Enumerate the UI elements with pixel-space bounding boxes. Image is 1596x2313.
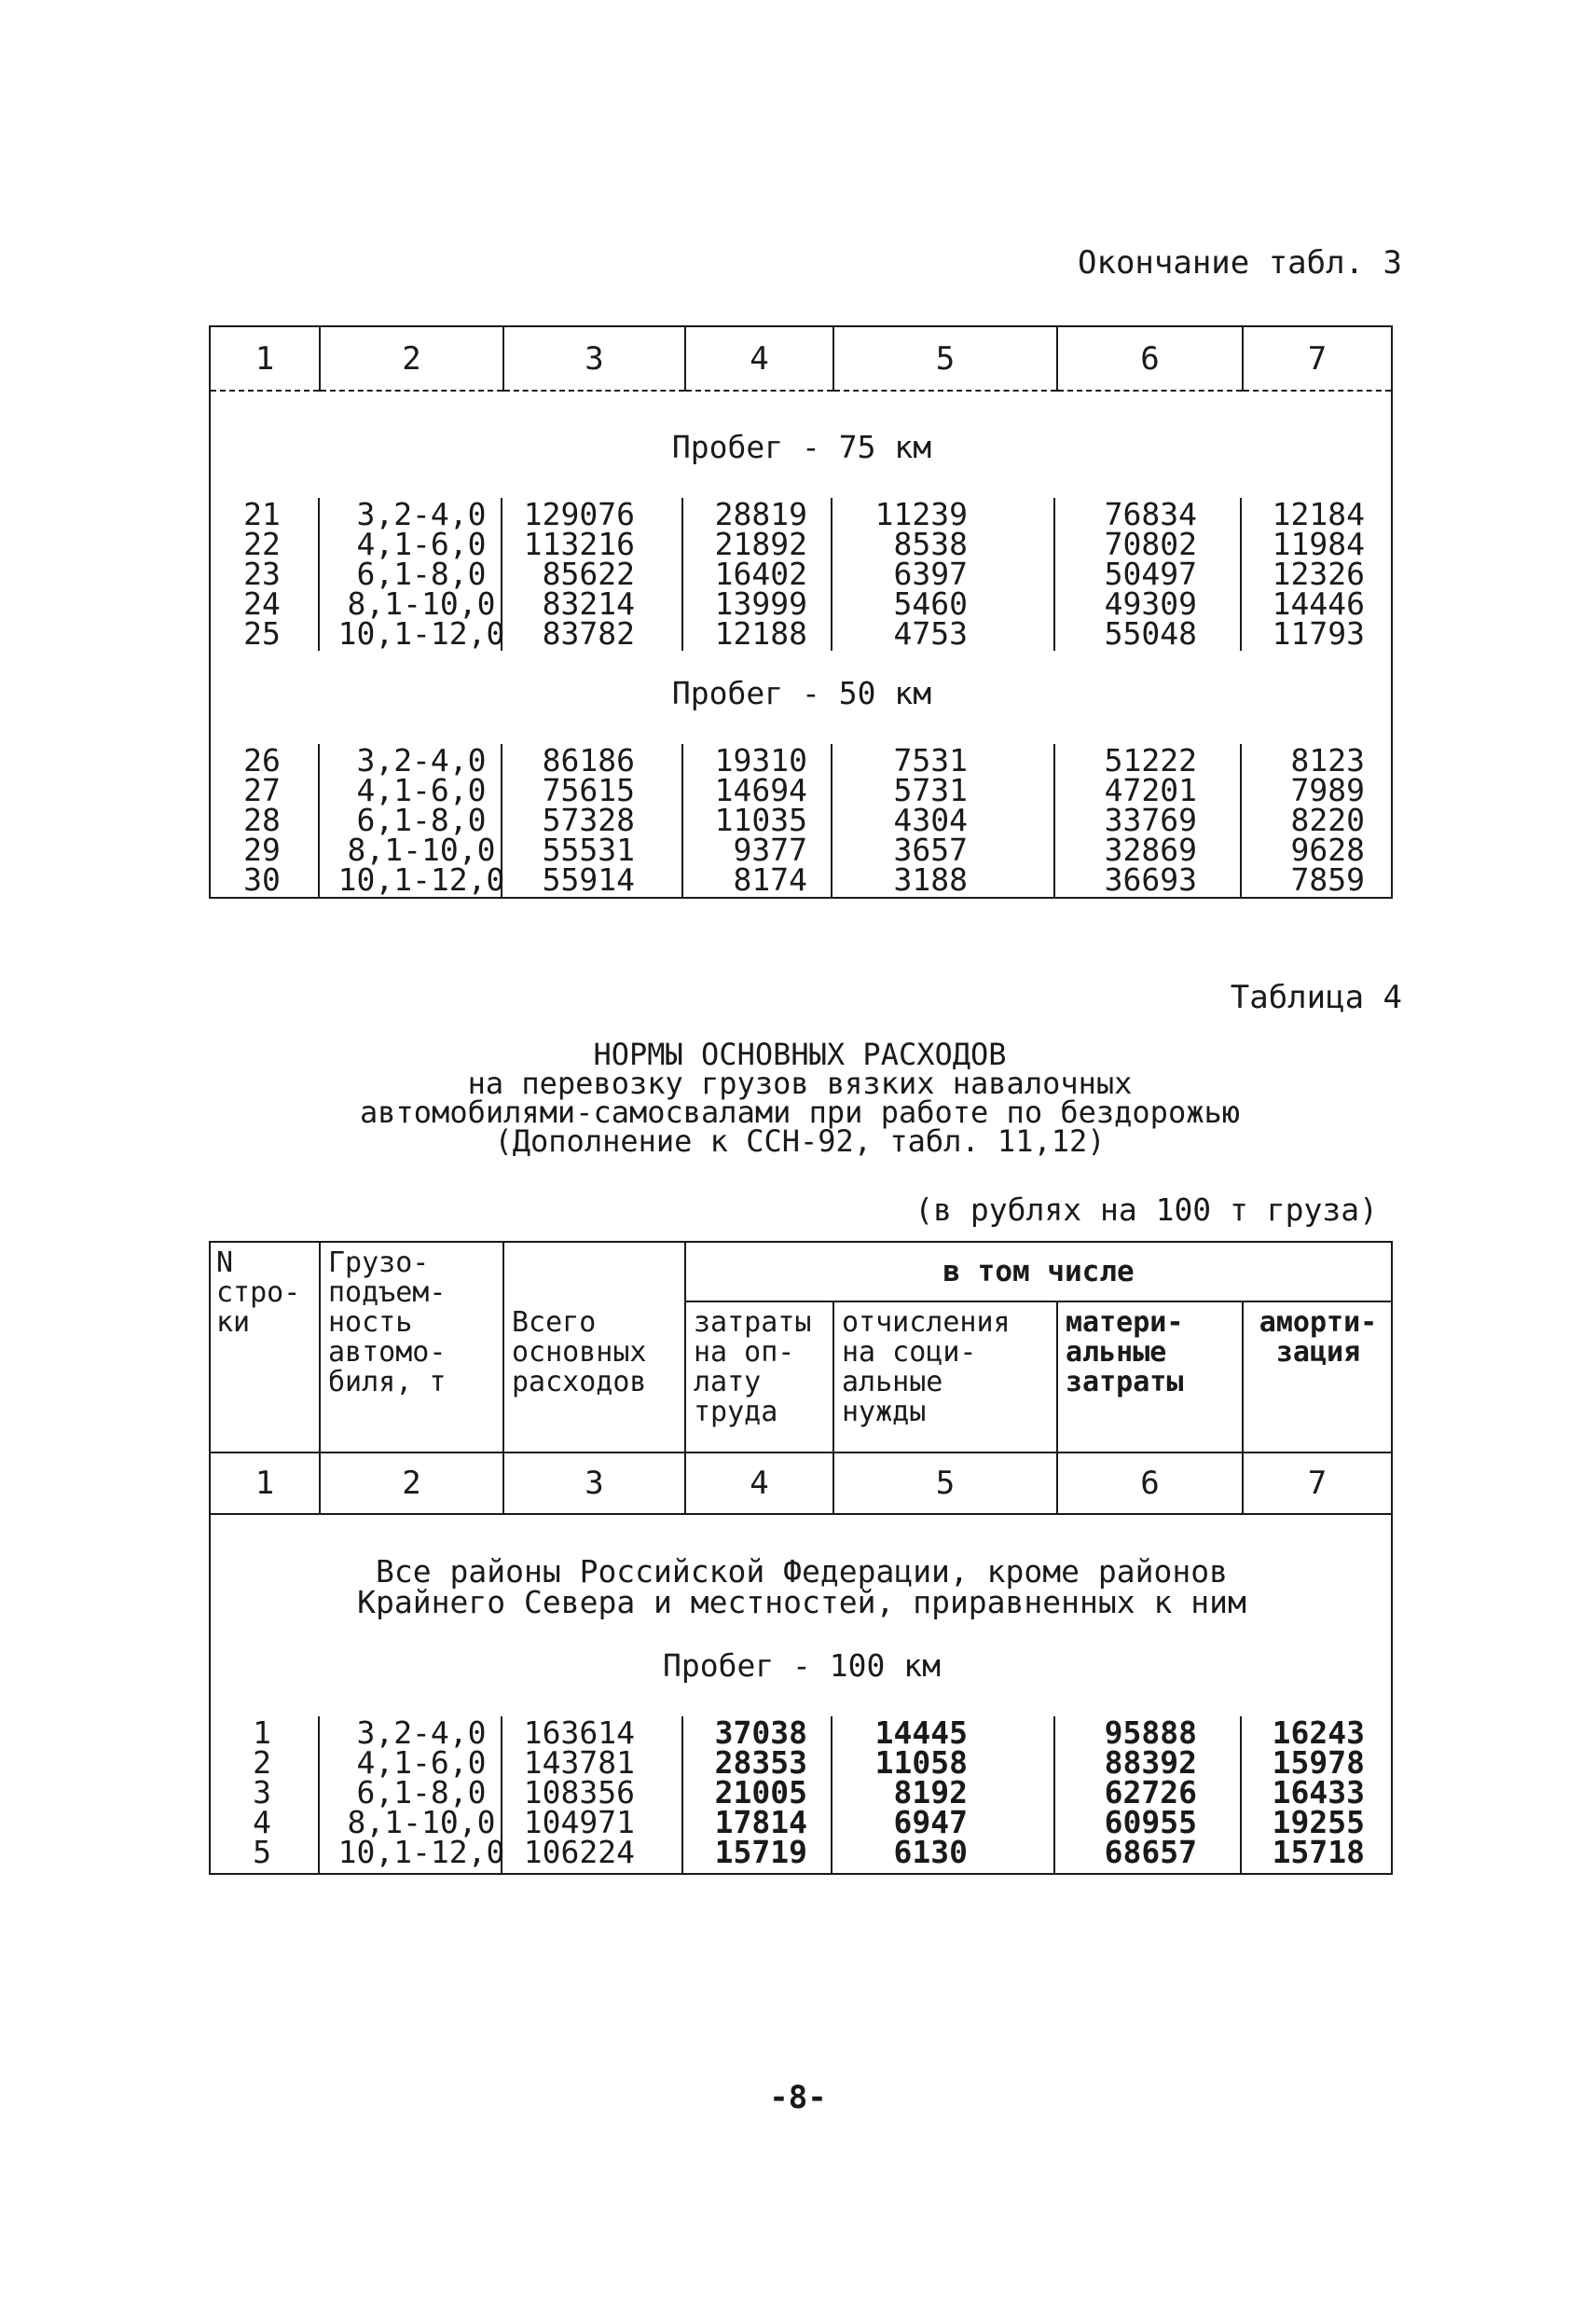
material-cell: 88392 — [1104, 1744, 1197, 1781]
capacity-cell: 4,1-6,0 — [356, 1744, 487, 1781]
capacity-cell: 3,2-4,0 — [356, 496, 487, 532]
total-cell: 86186 — [542, 742, 635, 778]
row-number: 3 — [253, 1774, 271, 1810]
col-number: 2 — [320, 1453, 503, 1514]
capacity-cell: 10,1-12,0 — [337, 861, 505, 898]
header-row-number — [210, 1242, 320, 1453]
depreciation-cell: 14446 — [1272, 585, 1365, 622]
capacity-cell: 8,1-10,0 — [347, 585, 496, 622]
header-line: расходов — [512, 1366, 647, 1398]
header-line: отчисления — [842, 1306, 1011, 1339]
table-4-title — [209, 1037, 1391, 1159]
section-title: Пробег - 100 км — [662, 1647, 941, 1684]
section-title: Пробег - 50 км — [671, 675, 932, 711]
row-number: 2 — [253, 1744, 271, 1781]
labor-cell: 21005 — [714, 1774, 807, 1810]
material-cell: 68657 — [1104, 1834, 1197, 1870]
total-cell: 129076 — [523, 496, 635, 532]
header-line: автомо- — [328, 1336, 447, 1369]
material-cell: 55048 — [1104, 615, 1197, 652]
header-line: матери- — [1066, 1306, 1184, 1339]
social-cell: 7531 — [893, 742, 968, 778]
total-cell: 83214 — [542, 585, 635, 622]
total-cell: 83782 — [542, 615, 635, 652]
col-number: 1 — [210, 326, 320, 391]
header-depreciation — [1243, 1301, 1392, 1453]
depreciation-cell: 7989 — [1290, 772, 1365, 808]
header-line: подъем- — [328, 1276, 447, 1309]
table-row — [211, 615, 1393, 652]
labor-cell: 37038 — [714, 1714, 807, 1751]
header-line: биля, т — [328, 1366, 447, 1398]
region-title — [211, 1553, 1393, 1620]
table-4-column-numbers — [210, 1453, 1392, 1514]
row-number: 27 — [243, 772, 281, 808]
header-line: зация — [1275, 1336, 1361, 1369]
header-line: ки — [216, 1306, 251, 1339]
total-cell: 163614 — [523, 1714, 635, 1751]
region-line: Крайнего Севера и местностей, приравненных к ним — [357, 1584, 1246, 1620]
social-cell: 14445 — [874, 1714, 968, 1751]
capacity-cell: 3,2-4,0 — [356, 742, 487, 778]
capacity-cell: 8,1-10,0 — [347, 832, 496, 868]
social-cell: 3657 — [893, 832, 968, 868]
material-cell: 32869 — [1104, 832, 1197, 868]
total-cell: 108356 — [523, 1774, 635, 1810]
continuation-label: Окончание табл. 3 — [1078, 244, 1402, 282]
units-note: (в рублях на 100 т груза) — [915, 1191, 1378, 1228]
labor-cell: 16402 — [714, 556, 807, 592]
title-line: (Дополнение к ССН-92, табл. 11,12) — [494, 1123, 1106, 1159]
col-number: 3 — [503, 326, 685, 391]
col-number: 3 — [503, 1453, 685, 1514]
title-line: автомобилями-самосвалами при работе по бездорожью — [359, 1095, 1240, 1130]
total-cell: 143781 — [523, 1744, 635, 1781]
title-line: на перевозку грузов вязких навалочных — [467, 1066, 1133, 1101]
header-line: Всего — [512, 1306, 597, 1339]
col-number: 4 — [685, 326, 833, 391]
capacity-cell: 4,1-6,0 — [356, 526, 487, 562]
social-cell: 3188 — [893, 861, 968, 898]
capacity-cell: 10,1-12,0 — [337, 615, 505, 652]
material-cell: 33769 — [1104, 802, 1197, 838]
col-number: 6 — [1057, 326, 1243, 391]
total-cell: 113216 — [523, 526, 635, 562]
col-number: 7 — [1243, 326, 1392, 391]
header-line: нужды — [842, 1396, 927, 1428]
row-number: 24 — [243, 585, 281, 622]
material-cell: 51222 — [1104, 742, 1197, 778]
header-line: основных — [512, 1336, 647, 1369]
material-cell: 50497 — [1104, 556, 1197, 592]
header-line: ность — [328, 1306, 413, 1339]
header-line: альные — [1066, 1336, 1167, 1369]
row-number: 1 — [253, 1714, 271, 1751]
labor-cell: 12188 — [714, 615, 807, 652]
col-number: 4 — [685, 1453, 833, 1514]
col-number: 2 — [320, 326, 503, 391]
header-line: на оп- — [694, 1336, 795, 1369]
capacity-cell: 6,1-8,0 — [356, 1774, 487, 1810]
table-4-body — [210, 1514, 1392, 1874]
header-line: лату — [694, 1366, 762, 1398]
social-cell: 4304 — [893, 802, 968, 838]
header-material — [1057, 1301, 1243, 1453]
labor-cell: 13999 — [714, 585, 807, 622]
capacity-cell: 6,1-8,0 — [356, 556, 487, 592]
depreciation-cell: 15978 — [1272, 1744, 1365, 1781]
material-cell: 95888 — [1104, 1714, 1197, 1751]
header-line: затраты — [694, 1306, 812, 1339]
page-number: -8- — [769, 2079, 827, 2116]
social-cell: 11239 — [874, 496, 968, 532]
col-number: 7 — [1243, 1453, 1392, 1514]
header-line: N — [216, 1246, 234, 1279]
total-cell: 75615 — [542, 772, 635, 808]
header-line: стро- — [216, 1276, 301, 1309]
depreciation-cell: 16433 — [1272, 1774, 1365, 1810]
labor-cell: 9377 — [733, 832, 807, 868]
social-cell: 5460 — [893, 585, 968, 622]
row-number: 23 — [243, 556, 281, 592]
header-including: в том числе — [685, 1242, 1392, 1301]
labor-cell: 28353 — [714, 1744, 807, 1781]
capacity-cell: 10,1-12,0 — [337, 1834, 505, 1870]
total-cell: 85622 — [542, 556, 635, 592]
capacity-cell: 3,2-4,0 — [356, 1714, 487, 1751]
depreciation-cell: 12184 — [1272, 496, 1365, 532]
social-cell: 6947 — [893, 1804, 968, 1840]
row-number: 4 — [253, 1804, 271, 1840]
depreciation-cell: 7859 — [1290, 861, 1365, 898]
header-capacity — [320, 1242, 503, 1453]
row-number: 22 — [243, 526, 281, 562]
row-number: 30 — [243, 861, 281, 898]
social-cell: 6130 — [893, 1834, 968, 1870]
col-number: 5 — [833, 1453, 1057, 1514]
depreciation-cell: 9628 — [1290, 832, 1365, 868]
col-number: 6 — [1057, 1453, 1243, 1514]
labor-cell: 28819 — [714, 496, 807, 532]
total-cell: 55914 — [542, 861, 635, 898]
table-row — [211, 861, 1393, 898]
header-labor — [685, 1301, 833, 1453]
table-4 — [209, 1241, 1393, 1875]
depreciation-cell: 8220 — [1290, 802, 1365, 838]
total-cell: 57328 — [542, 802, 635, 838]
col-number: 1 — [210, 1453, 320, 1514]
material-cell: 62726 — [1104, 1774, 1197, 1810]
total-cell: 55531 — [542, 832, 635, 868]
material-cell: 70802 — [1104, 526, 1197, 562]
material-cell: 60955 — [1104, 1804, 1197, 1840]
table-3 — [209, 325, 1393, 899]
header-line: труда — [694, 1396, 778, 1428]
header-line: затраты — [1066, 1366, 1184, 1398]
total-cell: 106224 — [523, 1834, 635, 1870]
social-cell: 11058 — [874, 1744, 968, 1781]
depreciation-cell: 19255 — [1272, 1804, 1365, 1840]
title-line: НОРМЫ ОСНОВНЫХ РАСХОДОВ — [593, 1037, 1007, 1072]
labor-cell: 14694 — [714, 772, 807, 808]
row-number: 5 — [253, 1834, 271, 1870]
material-cell: 76834 — [1104, 496, 1197, 532]
material-cell: 49309 — [1104, 585, 1197, 622]
depreciation-cell: 16243 — [1272, 1714, 1365, 1751]
social-cell: 8192 — [893, 1774, 968, 1810]
depreciation-cell: 11984 — [1272, 526, 1365, 562]
capacity-cell: 4,1-6,0 — [356, 772, 487, 808]
header-line: аморти- — [1259, 1306, 1378, 1339]
depreciation-cell: 15718 — [1272, 1834, 1365, 1870]
social-cell: 8538 — [893, 526, 968, 562]
labor-cell: 8174 — [733, 861, 807, 898]
header-total — [503, 1242, 685, 1453]
col-number: 5 — [833, 326, 1057, 391]
table-row — [211, 1834, 1393, 1870]
labor-cell: 11035 — [714, 802, 807, 838]
row-number: 28 — [243, 802, 281, 838]
capacity-cell: 6,1-8,0 — [356, 802, 487, 838]
header-line: альные — [842, 1366, 943, 1398]
depreciation-cell: 12326 — [1272, 556, 1365, 592]
row-number: 29 — [243, 832, 281, 868]
header-line: Грузо- — [328, 1246, 430, 1279]
table-4-label: Таблица 4 — [1230, 979, 1402, 1016]
material-cell: 36693 — [1104, 861, 1197, 898]
row-number: 26 — [243, 742, 281, 778]
labor-cell: 21892 — [714, 526, 807, 562]
labor-cell: 15719 — [714, 1834, 807, 1870]
depreciation-cell: 8123 — [1290, 742, 1365, 778]
labor-cell: 17814 — [714, 1804, 807, 1840]
table-3-body — [210, 391, 1392, 898]
region-line: Все районы Российской Федерации, кроме районов — [376, 1553, 1228, 1590]
header-line: на соци- — [842, 1336, 977, 1369]
depreciation-cell: 11793 — [1272, 615, 1365, 652]
section-title: Пробег - 75 км — [671, 429, 932, 465]
material-cell: 47201 — [1104, 772, 1197, 808]
total-cell: 104971 — [523, 1804, 635, 1840]
row-number: 25 — [243, 615, 281, 652]
labor-cell: 19310 — [714, 742, 807, 778]
header-social — [833, 1301, 1057, 1453]
table-3-column-numbers — [210, 326, 1392, 391]
social-cell: 5731 — [893, 772, 968, 808]
social-cell: 6397 — [893, 556, 968, 592]
capacity-cell: 8,1-10,0 — [347, 1804, 496, 1840]
row-number: 21 — [243, 496, 281, 532]
social-cell: 4753 — [893, 615, 968, 652]
